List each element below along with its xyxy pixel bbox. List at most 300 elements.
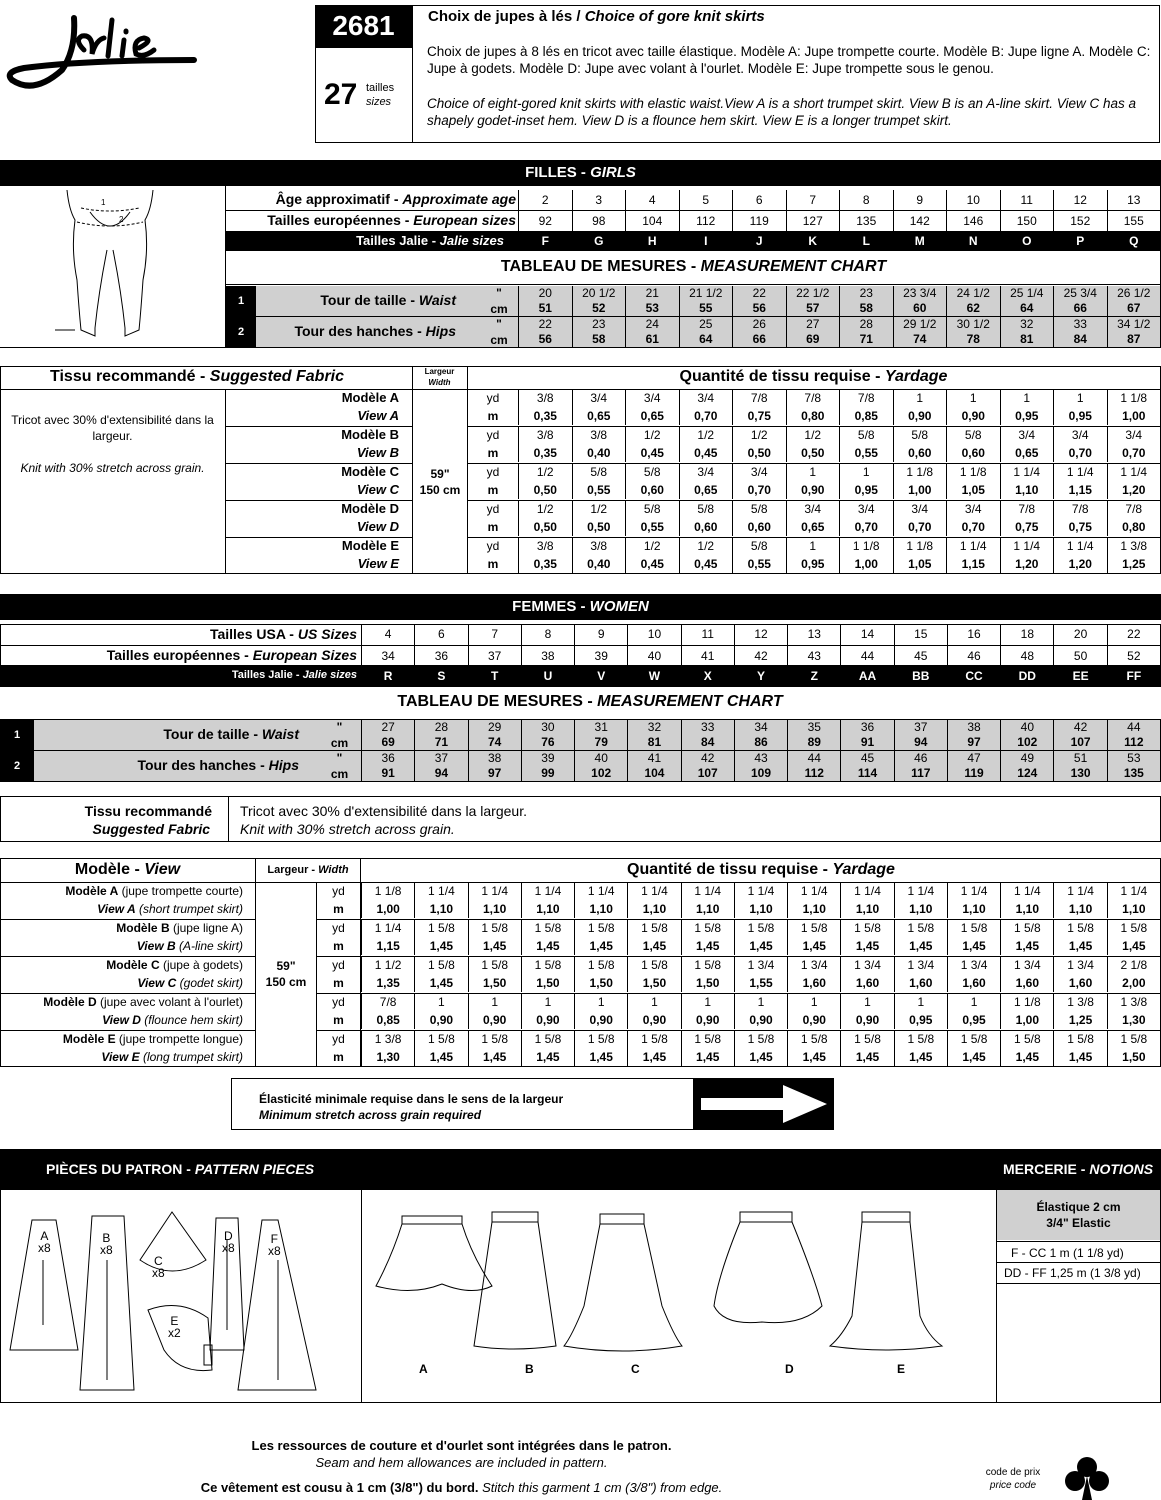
cell: 0,85	[839, 407, 893, 425]
cell: 0,50	[572, 518, 626, 536]
pattern-piece-label: E x2	[168, 1314, 181, 1340]
cell: 20	[1053, 624, 1106, 645]
cell: 127	[786, 211, 840, 231]
cell: 1 3/4	[947, 956, 1000, 974]
cell: 29 1/2	[893, 317, 947, 332]
cell: V	[574, 666, 627, 687]
cell: 1 1/4	[894, 882, 947, 900]
cell: 5/8	[572, 463, 626, 481]
cell: 22	[732, 286, 786, 301]
cell: 1,45	[574, 1048, 627, 1066]
women-view-m-row	[361, 937, 1160, 955]
women-fabric-width: 59" 150 cm	[265, 959, 307, 989]
cell: 0,70	[893, 518, 947, 536]
footer-line-1: Les ressources de couture et d'ourlet sont intégrées dans le patron.	[251, 1438, 672, 1453]
cell: 79	[574, 735, 627, 750]
cell: 1 1/2	[361, 956, 414, 974]
cell: 112	[1107, 735, 1160, 750]
skirt-label: D	[785, 1362, 794, 1376]
cell: 0,90	[627, 1011, 680, 1029]
cell: 7/8	[1107, 500, 1161, 518]
cell: 30 1/2	[946, 317, 1000, 332]
cell: 0,80	[786, 407, 840, 425]
girls-unit-m: m	[487, 557, 499, 571]
cell: BB	[894, 666, 947, 687]
cell: 1 1/8	[1000, 993, 1053, 1011]
cell: Q	[1107, 231, 1161, 251]
cell: 1,25	[1107, 555, 1161, 573]
cell: 78	[946, 332, 1000, 347]
body-figure	[55, 190, 165, 342]
girls-jalie-label: Tailles Jalie - Jalie sizes	[356, 233, 504, 248]
cell: 1 1/4	[521, 882, 574, 900]
cell: H	[625, 231, 679, 251]
cell: 1 5/8	[840, 919, 893, 937]
cell: 92	[518, 211, 572, 231]
cell: 5/8	[625, 463, 679, 481]
women-unit-m: m	[333, 1050, 344, 1064]
cell: 5/8	[679, 500, 733, 518]
girls-unit-yd: yd	[486, 391, 500, 405]
cell: K	[786, 231, 840, 251]
cell: 119	[947, 766, 1000, 781]
cell: 1 5/8	[521, 919, 574, 937]
women-unit-m: m	[333, 939, 344, 953]
cell: 1/2	[518, 500, 572, 518]
cell: 91	[840, 735, 893, 750]
cell: 44	[840, 646, 893, 666]
cell: 1 1/8	[893, 537, 947, 555]
cell: 1,45	[787, 1048, 840, 1066]
girls-hips-label: Tour des hanches - Hips	[294, 323, 456, 339]
cell: 27	[786, 317, 840, 332]
cell: 98	[572, 211, 626, 231]
cell: 1 1/8	[361, 882, 414, 900]
cell: 3/4	[679, 463, 733, 481]
women-unit-m: m	[333, 902, 344, 916]
cell: 27	[361, 720, 414, 735]
cell: 12	[1053, 190, 1107, 210]
cell: 1,45	[627, 1048, 680, 1066]
cell: 58	[572, 332, 626, 347]
cell: 13	[787, 624, 840, 645]
cell: 33	[681, 720, 734, 735]
cell: 1,45	[840, 1048, 893, 1066]
cell: 6	[732, 190, 786, 210]
women-unit-cm-1: cm	[330, 736, 349, 750]
cell: 1,45	[681, 937, 734, 955]
cell: 1,10	[894, 900, 947, 918]
cell: 0,90	[521, 1011, 574, 1029]
girls-hips-label-bg	[256, 317, 479, 347]
girls-waist-label-bg	[256, 286, 479, 316]
title: Choix de jupes à lés / Choice of gore knit skirts	[428, 8, 765, 25]
cell: 0,60	[679, 518, 733, 536]
girls-waist-cm-row	[518, 301, 1160, 316]
cell: 3/4	[1053, 426, 1107, 444]
cell: 1,60	[840, 974, 893, 992]
cell: 32	[627, 720, 680, 735]
cell: 46	[894, 751, 947, 766]
girls-yardage-title: Quantité de tissu requise - Yardage	[679, 368, 948, 385]
cell: 1 5/8	[947, 919, 1000, 937]
cell: 1,45	[1000, 1048, 1053, 1066]
cell: 1,00	[361, 900, 414, 918]
cell: 37	[468, 646, 521, 666]
cell: 40	[1000, 720, 1053, 735]
cell: 1	[946, 389, 1000, 407]
cell: 53	[625, 301, 679, 316]
cell: 114	[840, 766, 893, 781]
cell: 1,45	[840, 937, 893, 955]
cell: 1	[1000, 389, 1054, 407]
women-waist-label-bg	[34, 720, 317, 750]
girls-section-header: FILLES - GIRLS	[0, 160, 1161, 186]
cell: 3/8	[572, 537, 626, 555]
cell: 0,90	[414, 1011, 467, 1029]
cell: 1,45	[414, 937, 467, 955]
cell: 53	[1107, 751, 1160, 766]
cell: 7/8	[839, 389, 893, 407]
pattern-piece-label: A x8	[38, 1229, 51, 1255]
cell: 1	[840, 993, 893, 1011]
cell: 150	[1000, 211, 1054, 231]
footer-line-2: Seam and hem allowances are included in pattern.	[315, 1455, 608, 1470]
cell: 107	[681, 766, 734, 781]
girls-waist-label: Tour de taille - Waist	[320, 292, 456, 308]
cell: 42	[734, 646, 787, 666]
cell: 0,90	[840, 1011, 893, 1029]
girls-view-fr: Modèle D	[341, 501, 399, 516]
price-code-label: code de prix price code	[985, 1467, 1041, 1491]
cell: 1 1/8	[1107, 389, 1161, 407]
cell: 0,75	[1053, 518, 1107, 536]
cell: 1 5/8	[521, 956, 574, 974]
cell: 18	[1000, 624, 1053, 645]
cell: 0,60	[946, 444, 1000, 462]
cell: 102	[1000, 735, 1053, 750]
cell: 0,50	[732, 444, 786, 462]
cell: 5/8	[946, 426, 1000, 444]
cell: 38	[947, 720, 1000, 735]
cell: 1 1/4	[734, 882, 787, 900]
cell: 0,60	[732, 518, 786, 536]
cell: 41	[681, 646, 734, 666]
cell: 1,45	[894, 937, 947, 955]
cell: 7	[786, 190, 840, 210]
cell: 66	[732, 332, 786, 347]
cell: Z	[787, 666, 840, 687]
description-fr: Choix de jupes à 8 lés en tricot avec taille élastique. Modèle A: Jupe trompette courte. Modèle B: Jupe ligne A. Modèle C: Jupe à godets. Modèle D: Jupe avec volant à l'ourlet. Modèle E: Jupe trompette sous le genou.	[427, 44, 1151, 76]
cell: 117	[894, 766, 947, 781]
cell: 16	[947, 624, 1000, 645]
cell: 20 1/2	[572, 286, 626, 301]
girls-view-fr: Modèle E	[341, 538, 399, 553]
cell: J	[732, 231, 786, 251]
cell: 0,50	[786, 444, 840, 462]
cell: 1,55	[734, 974, 787, 992]
cell: 1,45	[521, 937, 574, 955]
cell: 1 1/4	[627, 882, 680, 900]
cell: 3/4	[839, 500, 893, 518]
cell: 8	[521, 624, 574, 645]
cell: 58	[839, 301, 893, 316]
cell: 1 1/4	[1107, 882, 1160, 900]
cell: 1,15	[946, 555, 1000, 573]
girls-unit-yd: yd	[486, 502, 500, 516]
cell: 1	[787, 993, 840, 1011]
cell: 1 1/4	[1107, 463, 1161, 481]
cell: 9	[574, 624, 627, 645]
cell: 1,05	[946, 481, 1000, 499]
cell: 0,70	[732, 481, 786, 499]
cell: 1,00	[1107, 407, 1161, 425]
cell: 0,65	[679, 481, 733, 499]
women-unit-cm-2: cm	[330, 767, 349, 781]
cell: 1 3/8	[361, 1030, 414, 1048]
cell: 0,95	[894, 1011, 947, 1029]
cell: 124	[1000, 766, 1053, 781]
cell: 2	[518, 190, 572, 210]
cell: 1/2	[679, 537, 733, 555]
women-unit-yd: yd	[332, 921, 345, 935]
cell: 71	[839, 332, 893, 347]
cell: 1 5/8	[627, 956, 680, 974]
girls-fabric-width: 59" 150 cm	[419, 467, 461, 497]
cell: 0,60	[893, 444, 947, 462]
cell: 38	[521, 646, 574, 666]
cell: 13	[1107, 190, 1161, 210]
cell: 8	[839, 190, 893, 210]
women-waist-cm-row	[361, 735, 1160, 750]
women-hips-in-row	[361, 751, 1160, 766]
cell: 28	[414, 720, 467, 735]
women-waist-in-row	[361, 720, 1160, 735]
girls-age-row	[518, 190, 1160, 210]
cell: 0,55	[732, 555, 786, 573]
cell: 57	[786, 301, 840, 316]
women-us-label: Tailles USA - US Sizes	[209, 626, 357, 642]
pattern-piece-label: D x8	[222, 1229, 235, 1255]
footer-line-3: Ce vêtement est cousu à 1 cm (3/8") du bord. Stitch this garment 1 cm (3/8") from edge.	[200, 1480, 723, 1495]
cell: 25 3/4	[1053, 286, 1107, 301]
cell: 1 5/8	[894, 919, 947, 937]
girls-unit-m: m	[487, 483, 499, 497]
cell: 69	[361, 735, 414, 750]
cell: 89	[787, 735, 840, 750]
cell: 1,45	[627, 937, 680, 955]
cell: 1 3/8	[1107, 537, 1161, 555]
cell: 142	[893, 211, 947, 231]
cell: 1,60	[1000, 974, 1053, 992]
cell: 4	[625, 190, 679, 210]
women-jalie-label: Tailles Jalie - Jalie sizes	[231, 669, 357, 681]
girls-fabric-desc-fr: Tricot avec 30% d'extensibilité dans la largeur.	[11, 413, 214, 443]
cell: 1 5/8	[681, 956, 734, 974]
cell: 1,50	[521, 974, 574, 992]
cell: 43	[734, 751, 787, 766]
cell: 1 3/4	[840, 956, 893, 974]
cell: 1,45	[521, 1048, 574, 1066]
cell: 1 5/8	[468, 919, 521, 937]
cell: 0,70	[1107, 444, 1161, 462]
cell: 1,45	[1107, 937, 1160, 955]
cell: 1 1/4	[1000, 882, 1053, 900]
cell: 1,45	[414, 1048, 467, 1066]
cell: 0,90	[574, 1011, 627, 1029]
girls-view-en: View A	[357, 408, 399, 423]
cell: 2,00	[1107, 974, 1160, 992]
girls-waist-in-row	[518, 286, 1160, 301]
pattern-pieces-title: PIÈCES DU PATRON - PATTERN PIECES	[46, 1161, 315, 1177]
cell: 0,45	[625, 555, 679, 573]
women-view-yd-row	[361, 956, 1160, 974]
girls-unit-in-1: "	[496, 286, 502, 300]
cell: 1	[414, 993, 467, 1011]
cell: 86	[734, 735, 787, 750]
cell: 5/8	[732, 537, 786, 555]
cell: 1 1/8	[839, 537, 893, 555]
cell: 0,65	[1000, 444, 1054, 462]
cell: 81	[627, 735, 680, 750]
women-view-title: Modèle - View	[74, 861, 181, 878]
cell: FF	[1107, 666, 1160, 687]
women-unit-in-1: "	[336, 720, 343, 734]
pattern-piece-label: B x8	[100, 1231, 113, 1257]
cell: 3/4	[572, 389, 626, 407]
cell: 7/8	[732, 389, 786, 407]
cell: 3/4	[732, 463, 786, 481]
cell: 135	[1107, 766, 1160, 781]
cell: 1 5/8	[1053, 1030, 1106, 1048]
cell: G	[572, 231, 626, 251]
cell: 0,70	[839, 518, 893, 536]
cell: 146	[946, 211, 1000, 231]
cell: 26 1/2	[1107, 286, 1161, 301]
cell: N	[946, 231, 1000, 251]
women-view-m-row	[361, 1048, 1160, 1066]
cell: 3/4	[946, 500, 1000, 518]
cell: 0,80	[1107, 518, 1161, 536]
cell: 1,10	[627, 900, 680, 918]
cell: 28	[839, 317, 893, 332]
girls-view-yd-row	[518, 463, 1160, 481]
cell: 1 1/4	[468, 882, 521, 900]
cell: 0,55	[572, 481, 626, 499]
cell: 0,35	[518, 555, 572, 573]
cell: 21 1/2	[679, 286, 733, 301]
cell: 23 3/4	[893, 286, 947, 301]
cell: 69	[786, 332, 840, 347]
cell: 1	[521, 993, 574, 1011]
women-us-row	[361, 624, 1160, 645]
cell: 1,45	[574, 937, 627, 955]
cell: 1 5/8	[627, 1030, 680, 1048]
notions-line-1: F - CC 1 m (1 1/8 yd)	[1011, 1246, 1124, 1260]
cell: U	[521, 666, 574, 687]
stretch-gauge	[231, 1078, 834, 1130]
girls-hips-num: 2	[226, 317, 256, 347]
women-jalie-row	[361, 666, 1160, 687]
cell: 1 1/4	[574, 882, 627, 900]
cell: 1 5/8	[734, 1030, 787, 1048]
cell: 2 1/8	[1107, 956, 1160, 974]
cell: 3/8	[518, 537, 572, 555]
girls-unit-yd: yd	[486, 428, 500, 442]
women-hips-label: Tour des hanches - Hips	[137, 757, 299, 773]
cell: 1,10	[1000, 900, 1053, 918]
girls-fabric-desc-en: Knit with 30% stretch across grain.	[20, 461, 205, 475]
cell: 1/2	[625, 426, 679, 444]
cell: 3/8	[572, 426, 626, 444]
cell: 135	[839, 211, 893, 231]
cell: 0,35	[518, 444, 572, 462]
cell: 1,45	[468, 937, 521, 955]
cell: 1,50	[1107, 1048, 1160, 1066]
cell: 0,45	[679, 444, 733, 462]
cell: 30	[521, 720, 574, 735]
girls-chart-title: TABLEAU DE MESURES - MEASUREMENT CHART	[500, 258, 887, 275]
cell: 62	[946, 301, 1000, 316]
cell: 1	[574, 993, 627, 1011]
cell: 39	[574, 646, 627, 666]
cell: 1,10	[468, 900, 521, 918]
cell: AA	[840, 666, 893, 687]
cell: 0,50	[518, 481, 572, 499]
women-view-fr: Modèle B (jupe ligne A)	[116, 921, 243, 935]
cell: 1 3/4	[894, 956, 947, 974]
cell: 11	[1000, 190, 1054, 210]
cell: 52	[1107, 646, 1160, 666]
cell: 1,00	[893, 481, 947, 499]
cell: 0,70	[1053, 444, 1107, 462]
cell: 0,90	[786, 481, 840, 499]
sizes-count: 27	[324, 78, 358, 111]
cell: 24	[625, 317, 679, 332]
cell: 1 1/4	[1000, 463, 1054, 481]
cell: 0,70	[946, 518, 1000, 536]
cell: 0,90	[681, 1011, 734, 1029]
cell: 7/8	[1000, 500, 1054, 518]
cell: 1,30	[361, 1048, 414, 1066]
cell: 1	[786, 537, 840, 555]
women-view-fr: Modèle C (jupe à godets)	[106, 958, 243, 972]
cell: 71	[414, 735, 467, 750]
cell: 1 5/8	[681, 919, 734, 937]
cell: 0,65	[625, 407, 679, 425]
girls-unit-m: m	[487, 446, 499, 460]
cell: CC	[947, 666, 1000, 687]
cell: 1	[681, 993, 734, 1011]
cell: 45	[894, 646, 947, 666]
cell: 12	[734, 624, 787, 645]
cell: 0,95	[1053, 407, 1107, 425]
cell: 0,45	[679, 555, 733, 573]
cell: 1 3/4	[734, 956, 787, 974]
cell: 1,45	[1000, 937, 1053, 955]
cell: 34	[361, 646, 414, 666]
girls-fabric-title: Tissu recommandé - Suggested Fabric	[50, 368, 345, 385]
cell: 3/4	[679, 389, 733, 407]
cell: 1/2	[572, 500, 626, 518]
cell: 10	[946, 190, 1000, 210]
cell: 112	[787, 766, 840, 781]
cell: P	[1053, 231, 1107, 251]
cell: 1	[1053, 389, 1107, 407]
skirt-label: E	[897, 1362, 906, 1376]
cell: 97	[947, 735, 1000, 750]
cell: 49	[1000, 751, 1053, 766]
